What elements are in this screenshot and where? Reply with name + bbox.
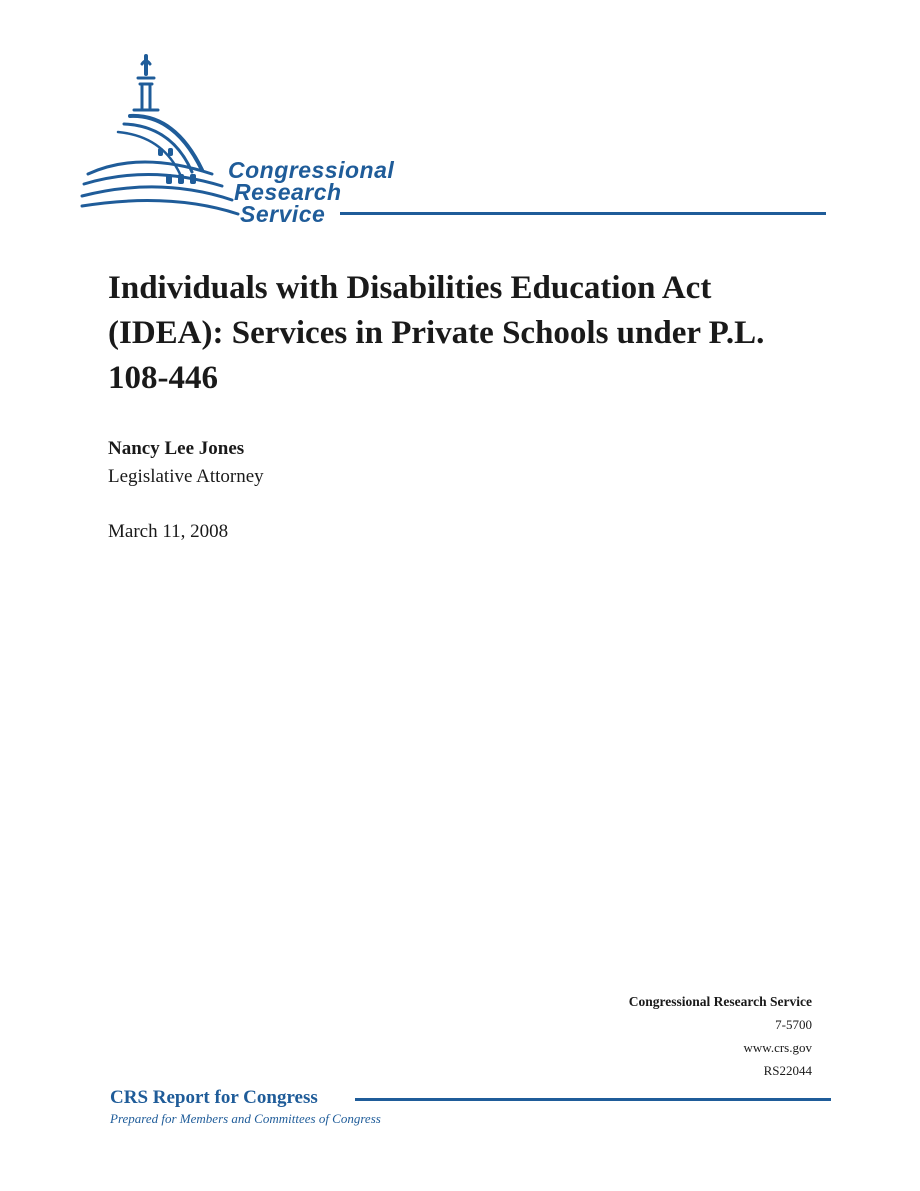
footer-divider xyxy=(355,1098,831,1101)
report-number: RS22044 xyxy=(763,1063,812,1078)
crs-info-block xyxy=(629,990,812,1082)
logo-text-congressional: Congressional xyxy=(228,157,395,183)
header-divider xyxy=(340,212,826,215)
logo-text-research: Research xyxy=(234,179,342,205)
author-name: Nancy Lee Jones xyxy=(108,438,245,459)
crs-phone: 7-5700 xyxy=(775,1017,812,1032)
logo-text-service: Service xyxy=(240,201,326,227)
author-position: Legislative Attorney xyxy=(108,466,264,487)
footer-title: CRS Report for Congress xyxy=(110,1087,318,1108)
report-title: Individuals with Disabilities Education Act (IDEA): Services in Private Schools under P.L. 108-446 xyxy=(108,270,765,396)
footer-subtitle: Prepared for Members and Committees of Congress xyxy=(110,1111,381,1126)
report-date: March 11, 2008 xyxy=(108,521,229,542)
crs-org-name: Congressional Research Service xyxy=(628,994,812,1009)
crs-website-link[interactable]: www.crs.gov xyxy=(743,1040,812,1055)
